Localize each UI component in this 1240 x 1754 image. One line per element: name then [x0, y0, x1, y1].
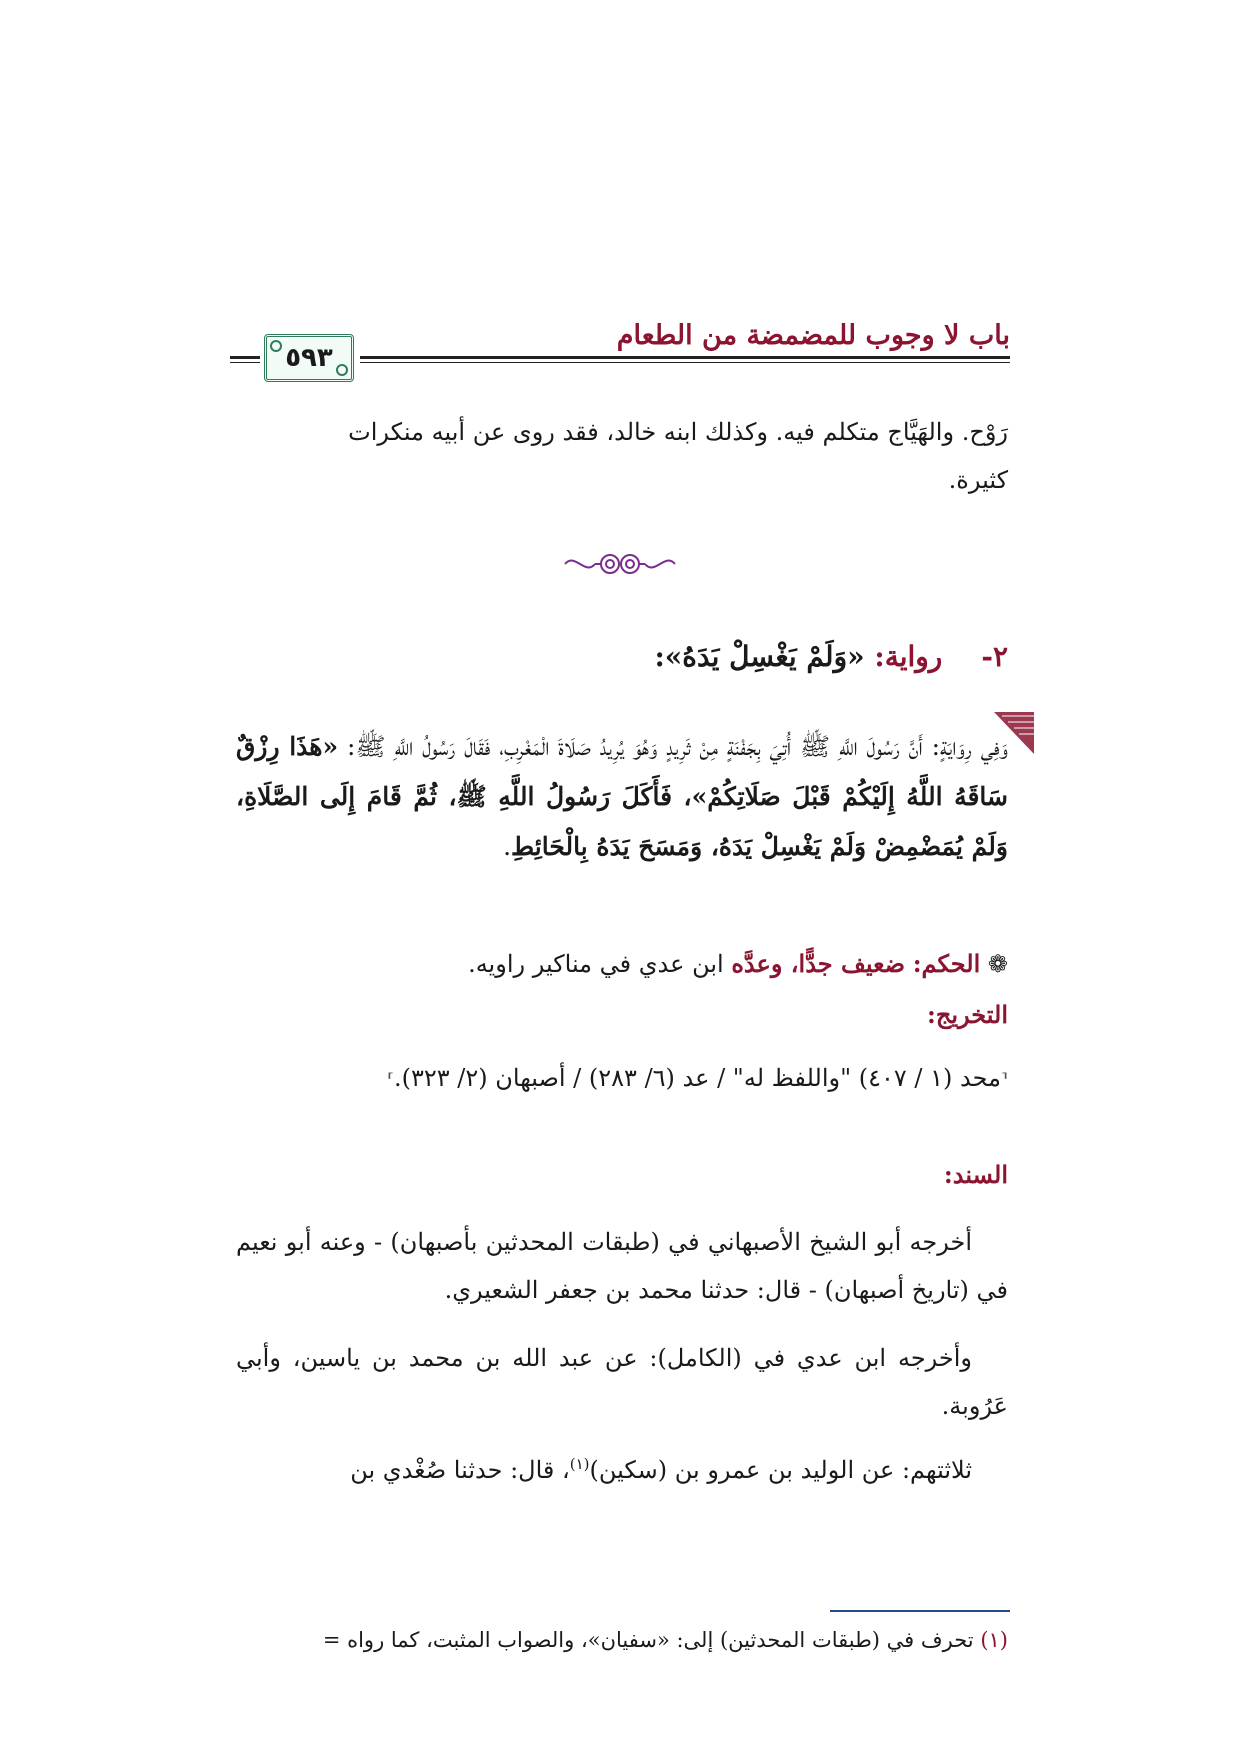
footnote	[236, 1620, 1008, 1660]
ruling-value: ضعيف جدًّا، وعدَّه	[731, 949, 906, 978]
page-header	[230, 312, 1010, 392]
takhrij-sources: محد (١ / ٤٠٧) "واللفظ له" / عد (٦/ ٢٨٣) / أصبهان (٢/ ٣٢٣).	[393, 1064, 1001, 1092]
bracket-close-icon: ⸣	[386, 1070, 394, 1091]
hadith-text	[236, 722, 1008, 872]
footnote-number: (١)	[980, 1628, 1008, 1652]
header-rule	[230, 362, 260, 363]
sanad-p3-before: ثلاثتهم: عن الوليد بن عمرو بن (سكين)	[589, 1456, 972, 1484]
sanad-p3-after: ، قال: حدثنا صُغْدي بن	[350, 1456, 570, 1484]
takhrij-text	[236, 1054, 1008, 1105]
ruling-flower-icon: ❁	[987, 950, 1008, 978]
ruling-line	[236, 940, 1008, 988]
ruling-label: الحكم:	[912, 949, 981, 978]
sanad-paragraph-3	[236, 1446, 1008, 1494]
hadith-bold: «هَذَا رِزْقٌ سَاقَهُ اللَّهُ إِلَيْكُمْ قَبْلَ صَلَاتِكُمْ»، فَأَكَلَ رَسُولُ اللَّهِ ﷺ، ثُمَّ قَامَ إِلَى الصَّلَاةِ، وَلَمْ يُمَضْمِضْ وَلَمْ يَغْسِلْ يَدَهُ، وَمَسَحَ يَدَهُ بِالْحَائِطِ	[236, 732, 1008, 861]
hadith-end: .	[503, 832, 512, 861]
floral-divider-icon	[560, 544, 680, 584]
sanad-heading: السند:	[943, 1160, 1008, 1189]
page-number: ٥٩٣	[285, 343, 333, 373]
sanad-paragraph-1: أخرجه أبو الشيخ الأصبهاني في (طبقات المحدثين بأصبهان) - وعنه أبو نعيم في (تاريخ أصبهان) - قال: حدثنا محمد بن جعفر الشعيري.	[236, 1228, 1008, 1304]
footnote-reference[interactable]: (١)	[569, 1455, 590, 1473]
intro-paragraph	[236, 408, 1008, 504]
footnote-divider	[830, 1610, 1010, 1612]
hadith-intro: وَفِي رِوَايَةٍ: أَنَّ رَسُولَ اللَّهِ ﷺ أُتِيَ بِجَفْنَةٍ مِنْ ثَرِيدٍ وَهُوَ يُرِيدُ صَلَاةَ الْمَغْرِبِ، فَقَالَ رَسُولُ اللَّهِ ﷺ:	[346, 732, 1009, 761]
page-number-badge	[264, 334, 354, 382]
ruling-rest: ابن عدي في مناكير راويه.	[468, 950, 724, 978]
section-number: ٢-	[981, 640, 1008, 673]
section-heading	[654, 640, 1008, 673]
takhrij-heading: التخريج:	[927, 1000, 1008, 1029]
header-rule	[360, 356, 1010, 359]
header-rule	[230, 356, 260, 359]
section-title: رواية:	[874, 640, 943, 673]
footnote-text: تحرف في (طبقات المحدثين) إلى: «سفيان»، والصواب المثبت، كما رواه =	[322, 1628, 974, 1652]
sanad-paragraph-2: وأخرجه ابن عدي في (الكامل): عن عبد الله بن محمد بن ياسين، وأبي عَرُوبة.	[236, 1344, 1008, 1420]
header-rule	[360, 362, 1010, 363]
section-quote: «وَلَمْ يَغْسِلْ يَدَهُ»:	[654, 640, 865, 673]
intro-line: رَوْح. والهَيَّاج متكلم فيه. وكذلك ابنه خالد، فقد روى عن أبيه منكرات	[348, 418, 1008, 446]
chapter-title: باب لا وجوب للمضمضة من الطعام	[616, 320, 1010, 351]
intro-line: كثيرة.	[948, 466, 1008, 494]
bracket-open-icon: ⸢	[1000, 1070, 1008, 1091]
